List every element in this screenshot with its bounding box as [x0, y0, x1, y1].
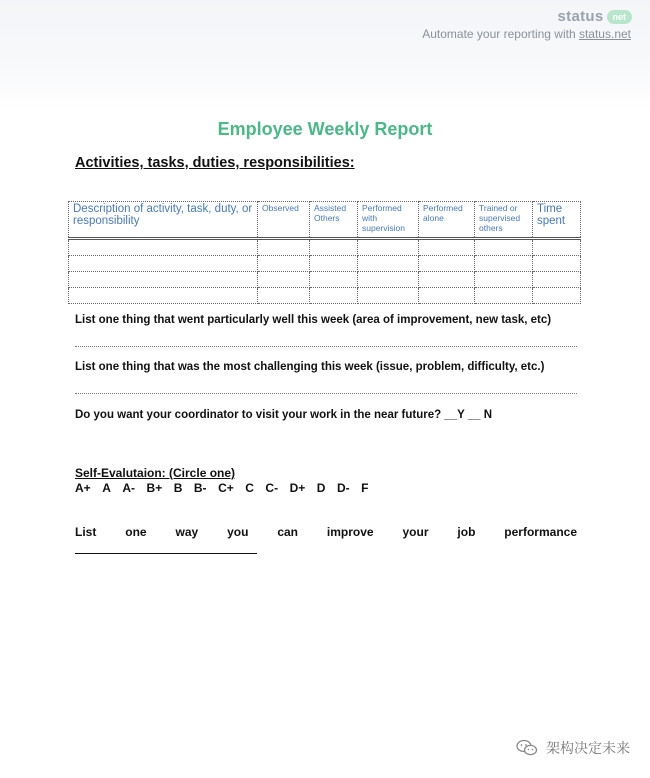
question-challenging: List one thing that was the most challenging this week (issue, problem, difficulty, etc.): [75, 361, 545, 373]
answer-line-went-well[interactable]: [75, 346, 577, 347]
table-cell[interactable]: [258, 239, 310, 256]
table-cell[interactable]: [358, 272, 419, 288]
table-row: [69, 239, 581, 256]
table-cell[interactable]: [533, 256, 581, 272]
section-heading: Activities, tasks, duties, responsibilities:: [75, 155, 355, 171]
col-performed-supervision: Performed with supervision: [358, 202, 419, 239]
table-cell[interactable]: [475, 272, 533, 288]
grade-option[interactable]: A: [102, 481, 111, 495]
grade-option[interactable]: C: [245, 481, 254, 495]
table-cell[interactable]: [419, 288, 475, 304]
activity-table: [68, 201, 581, 304]
table-cell[interactable]: [358, 239, 419, 256]
brand-logo[interactable]: [558, 8, 632, 25]
col-description: Description of activity, task, duty, or responsibility: [69, 202, 258, 239]
table-header-row: [69, 202, 581, 239]
grade-option[interactable]: B: [173, 481, 183, 495]
table-cell[interactable]: [310, 288, 358, 304]
table-cell[interactable]: [69, 239, 258, 256]
question-went-well: List one thing that went particularly well this week (area of improvement, new task, etc): [75, 314, 552, 326]
tagline-text: Automate your reporting with: [422, 27, 579, 41]
col-assisted: Assisted Others: [310, 202, 358, 239]
table-cell[interactable]: [69, 288, 258, 304]
grade-option[interactable]: A-: [122, 481, 136, 495]
grade-option[interactable]: D: [316, 481, 326, 495]
grade-option[interactable]: C+: [218, 481, 234, 495]
table-row: [69, 288, 581, 304]
grade-option[interactable]: C-: [265, 481, 279, 495]
table-cell[interactable]: [419, 272, 475, 288]
report-title: Employee Weekly Report: [217, 119, 433, 139]
col-performed-alone: Performed alone: [419, 202, 475, 239]
table-cell[interactable]: [419, 239, 475, 256]
improve-prompt: List one way you can improve your job performance: [75, 525, 577, 539]
self-evaluation-heading: Self-Evalutaion: (Circle one): [75, 466, 236, 480]
col-trained: Trained or supervised others: [475, 202, 533, 239]
table-cell[interactable]: [475, 288, 533, 304]
table-cell[interactable]: [533, 288, 581, 304]
grade-option[interactable]: D-: [336, 481, 350, 495]
table-cell[interactable]: [533, 239, 581, 256]
table-cell[interactable]: [258, 256, 310, 272]
watermark: [516, 738, 630, 758]
grade-option[interactable]: A+: [75, 481, 91, 495]
table-row: [69, 272, 581, 288]
col-observed: Observed: [258, 202, 310, 239]
table-cell[interactable]: [358, 288, 419, 304]
grade-option[interactable]: F: [361, 481, 369, 495]
col-time-spent: Time spent: [533, 202, 581, 239]
table-cell[interactable]: [69, 272, 258, 288]
brand-name: status: [557, 8, 604, 25]
table-cell[interactable]: [258, 288, 310, 304]
tagline: [422, 27, 631, 41]
tagline-link[interactable]: status.net: [578, 27, 631, 41]
answer-line-challenging[interactable]: [75, 393, 577, 394]
table-row: [69, 256, 581, 272]
table-cell[interactable]: [310, 272, 358, 288]
grade-options: [75, 481, 380, 495]
brand-badge: net: [607, 10, 633, 24]
question-coordinator: Do you want your coordinator to visit your work in the near future? __Y __ N: [75, 409, 493, 421]
table-cell[interactable]: [475, 256, 533, 272]
grade-option[interactable]: B+: [146, 481, 163, 495]
watermark-text: 架构决定未来: [546, 740, 630, 756]
answer-line-improve[interactable]: [75, 553, 257, 554]
table-cell[interactable]: [310, 256, 358, 272]
table-cell[interactable]: [69, 256, 258, 272]
table-cell[interactable]: [310, 239, 358, 256]
table-cell[interactable]: [358, 256, 419, 272]
header-band: [0, 0, 650, 112]
table-cell[interactable]: [258, 272, 310, 288]
table-cell[interactable]: [419, 256, 475, 272]
wechat-icon: [516, 739, 538, 757]
grade-option[interactable]: D+: [289, 481, 306, 495]
grade-option[interactable]: B-: [193, 481, 207, 495]
table-cell[interactable]: [475, 239, 533, 256]
table-cell[interactable]: [533, 272, 581, 288]
